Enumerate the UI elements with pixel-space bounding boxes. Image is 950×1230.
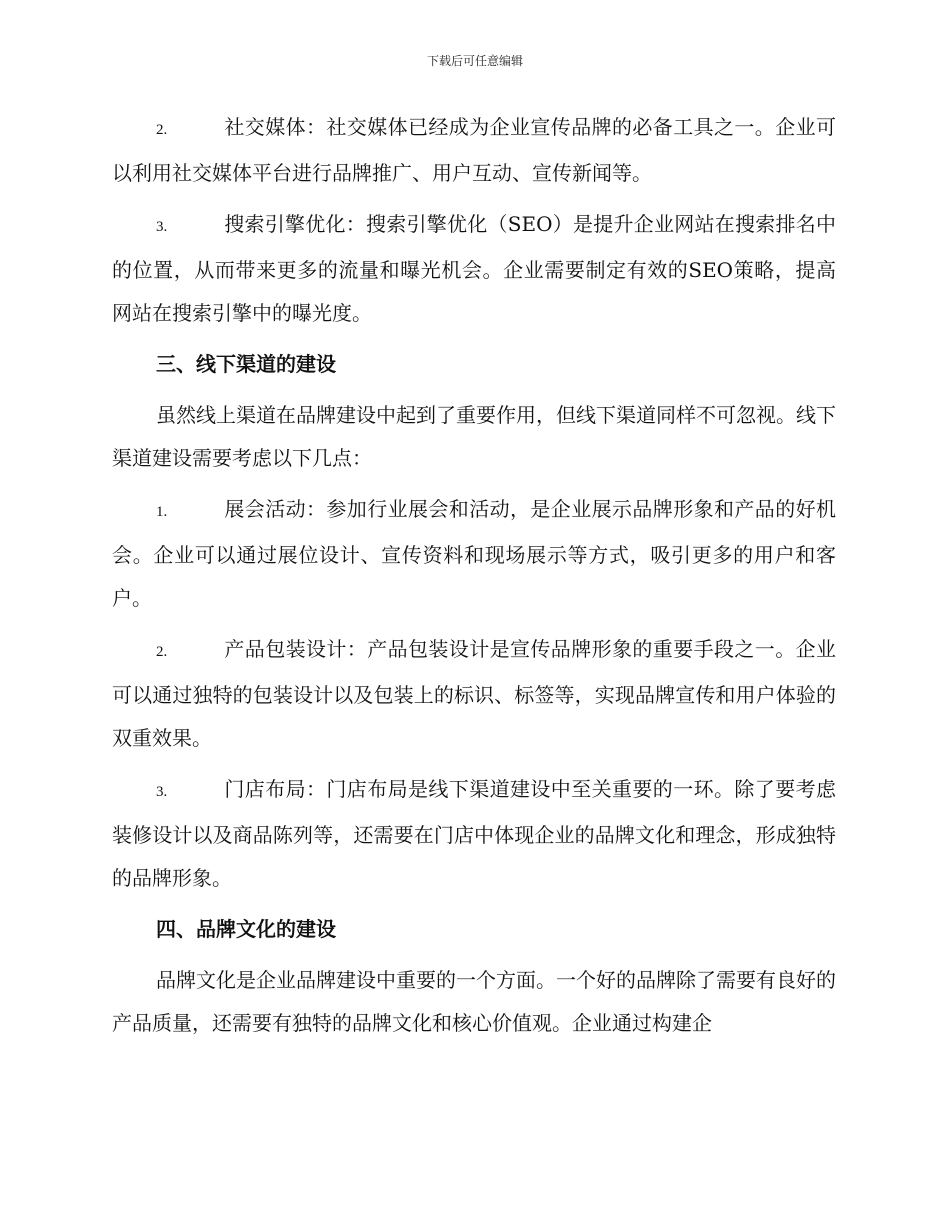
list-number: 3. <box>156 784 168 800</box>
list-number: 2. <box>156 122 168 138</box>
list-item-social-media <box>112 106 836 195</box>
document-body <box>112 106 836 1053</box>
page-header: 下载后可任意编辑 <box>426 54 523 68</box>
list-item-text: 门店布局：门店布局是线下渠道建设中至关重要的一环。除了要考虑装修设计以及商品陈列等，还需要在门店中体现企业的品牌文化和理念，形成独特的品牌形象。 <box>112 777 836 890</box>
list-item-seo <box>112 203 836 335</box>
list-item-text: 社交媒体：社交媒体已经成为企业宣传品牌的必备工具之一。企业可以利用社交媒体平台进行品牌推广、用户互动、宣传新闻等。 <box>112 115 836 185</box>
list-item-text: 产品包装设计：产品包装设计是宣传品牌形象的重要手段之一。企业可以通过独特的包装设计以及包装上的标识、标签等，实现品牌宣传和用户体验的双重效果。 <box>112 637 836 750</box>
paragraph-culture-intro: 品牌文化是企业品牌建设中重要的一个方面。一个好的品牌除了需要有良好的产品质量，还需要有独特的品牌文化和核心价值观。企业通过构建企 <box>112 968 836 1035</box>
list-item-store-layout <box>112 768 836 900</box>
list-item-packaging <box>112 628 836 760</box>
list-item-text: 搜索引擎优化：搜索引擎优化（SEO）是提升企业网站在搜索排名中的位置，从而带来更多的流量和曝光机会。企业需要制定有效的SEO策略，提高网站在搜索引擎中的曝光度。 <box>112 212 836 325</box>
section-heading-culture: 四、品牌文化的建设 <box>156 917 336 941</box>
list-number: 1. <box>156 504 168 520</box>
list-item-expo <box>112 488 836 620</box>
list-item-text: 展会活动：参加行业展会和活动，是企业展示品牌形象和产品的好机会。企业可以通过展位设计、宣传资料和现场展示等方式，吸引更多的用户和客户。 <box>112 497 836 610</box>
paragraph-offline-intro: 虽然线上渠道在品牌建设中起到了重要作用，但线下渠道同样不可忽视。线下渠道建设需要考虑以下几点： <box>112 403 836 470</box>
list-number: 2. <box>156 644 168 660</box>
list-number: 3. <box>156 219 168 235</box>
section-heading-offline: 三、线下渠道的建设 <box>156 352 336 376</box>
